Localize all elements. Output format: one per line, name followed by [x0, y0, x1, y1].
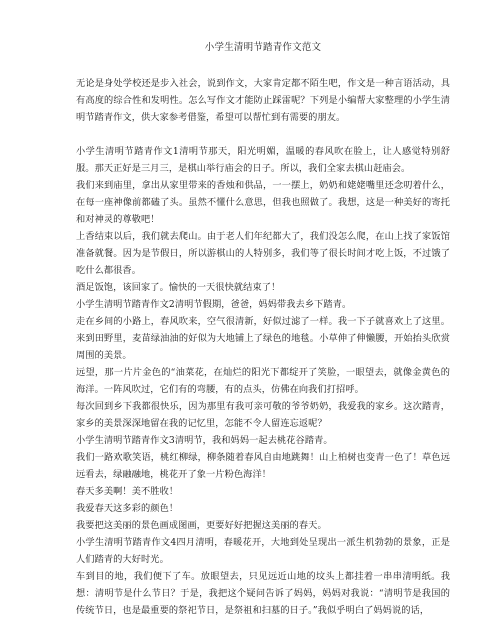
body-paragraph: 远望，那一片片金色的“油菜花，在灿烂的阳光下都绽开了笑脸，一眼望去，就像金黄色的海洋。一阵风吹过，它们有的弯腰，有的点头，仿佛在向我们打招呼。 — [76, 367, 450, 395]
intro-section — [76, 75, 450, 126]
body-paragraph: 我爱春天这多彩的颜色！ — [76, 503, 179, 514]
body-paragraph: 上香结束以后，我们就去爬山。由于老人们年纪都大了，我们没怎么爬，在山上找了家饭馆准备就餐。因为是节假日，所以游棋山的人特别多，我们等了很长时间才吃上饭，不过饿了吃什么都很香。 — [76, 231, 450, 276]
body-paragraph: 我们来到庙里，拿出从家里带来的香烛和供品，一一摆上，奶奶和姥姥嘴里还念叨着什么，在每一座神像前都磕了头。虽然不懂什么意思，但我也照做了。我想，这是一种美好的寄托和对神灵的尊敬吧！ — [76, 180, 450, 225]
body-paragraph: 春天多美啊！美不胜收！ — [76, 486, 179, 497]
body-paragraph: 小学生清明节踏青作文4四月清明，春暖花开，大地到处呈现出一派生机勃勃的景象，正是人们踏青的大好时光。 — [76, 537, 450, 565]
body-paragraph: 酒足饭饱，该回家了。愉快的一天很快就结束了！ — [76, 282, 281, 293]
document-title: 小学生清明节踏青作文范文 — [204, 42, 322, 53]
body-paragraph: 每次回到乡下我都很快乐，因为那里有我可亲可敬的爷爷奶奶，我爱我的家乡。这次踏青，家乡的美景深深地留在我的记忆里，怎能不令人留连忘返呢？ — [76, 401, 450, 429]
intro-paragraph: 无论是身处学校还是步入社会，说到作文，大家肯定都不陌生吧，作文是一种言语活动，具有高度的综合性和发明性。怎么写作文才能防止踩雷呢？下列是小编帮大家整理的小学生清明节踏青作文，供大家参考借鉴，希望可以帮忙到有需要的朋友。 — [76, 78, 450, 123]
body-paragraph: 车到目的地，我们便下了车。放眼望去，只见远近山地的坟头上都挂着一串串清明纸。我想：清明节是什么节日？于是，我把这个疑问告诉了妈妈，妈妈对我说：“清明节是我国的传统节日，也是最重要的祭祀节日，是祭祖和扫墓的日子。”我似乎明白了妈妈说的话， — [76, 571, 450, 616]
body-paragraph: 小学生清明节踏青作文2清明节假期，爸爸，妈妈带我去乡下踏青。 — [76, 299, 352, 310]
body-paragraph: 我要把这美丽的景色画成图画，更要好好把握这美丽的春天。 — [76, 520, 327, 531]
body-paragraph: 我们一路欢歌笑语，桃红柳绿，柳条随着春风自由地跳舞！山上柏树也变青一色了！草色远远看去，绿融融地，桃花开了象一片粉色海洋！ — [76, 452, 450, 480]
article-body — [76, 143, 450, 619]
body-paragraph: 小学生清明节踏青作文1清明节那天，阳光明媚，温暖的春风吹在脸上，让人感觉特别舒服。那天正好是三月三，是棋山举行庙会的日子。所以，我们全家去棋山赶庙会。 — [76, 146, 450, 174]
body-paragraph: 小学生清明节踏青作文3清明节，我和妈妈一起去桃花谷踏青。 — [76, 435, 333, 446]
body-paragraph: 走在乡间的小路上，春风吹来，空气很清新，好似过滤了一样。我一下子就喜欢上了这里。来到田野里，麦苗绿油油的好似为大地铺上了绿色的地毯。小草伸了伸懒腰，开始抬头欣赏周围的美景。 — [76, 316, 450, 361]
section-gap — [76, 126, 450, 143]
